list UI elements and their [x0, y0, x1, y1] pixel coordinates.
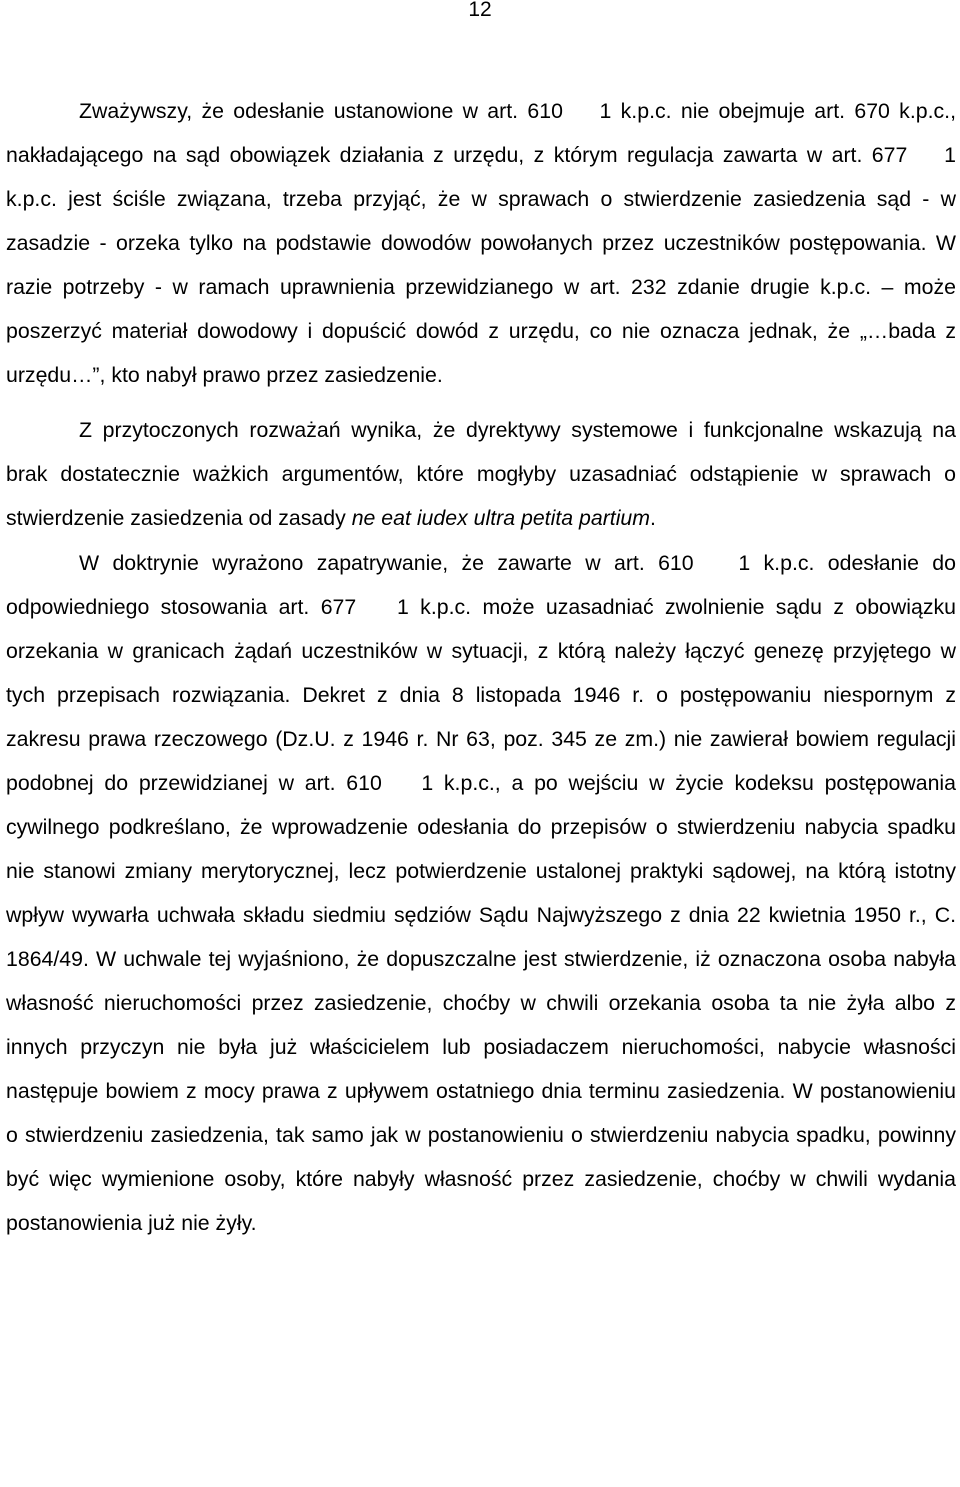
- paragraph-3-text-3: 1 k.p.c. może uzasadniać zwolnienie sądu z obowiązku orzekania w granicach żądań uczestników w sytuacji, z którą należy łączyć genezę przyjętego w tych przepisach rozwiązania. Dekret z dnia 8 listopada 1946 r. o postępowaniu niespornym z zakresu prawa rzeczowego (Dz.U. z 1946 r. Nr 63, poz. 345 ze zm.) nie zawierał bowiem regulacji podobnej do przewidzianej w art. 610: [6, 595, 956, 795]
- page-number: 12: [468, 0, 492, 21]
- paragraph-2-text-1: Z przytoczonych rozważań wynika, że dyrektywy systemowe i funkcjonalne wskazują na brak dostatecznie ważkich argumentów, które mogłyby uzasadniać odstąpienie w sprawach o stwierdzenie zasiedzenia od zasady: [6, 418, 956, 530]
- paragraph-3-text-1: W doktrynie wyrażono zapatrywanie, że zawarte w art. 610: [79, 551, 707, 575]
- latin-maxim: ne eat iudex ultra petita partium: [351, 506, 651, 530]
- paragraph-2: [6, 408, 956, 540]
- document-body: [6, 89, 956, 1256]
- paragraph-1-text-1: Zważywszy, że odesłanie ustanowione w art. 610: [79, 99, 573, 123]
- paragraph-3-text-4: 1 k.p.c., a po wejściu w życie kodeksu postępowania cywilnego podkreślano, że wprowadzenie odesłania do przepisów o stwierdzeniu nabycia spadku nie stanowi zmiany merytorycznej, lecz potwierdzenie ustalonej praktyki sądowej, na którą istotny wpływ wywarła uchwała składu siedmiu sędziów Sądu Najwyższego z dnia 22 kwietnia 1950 r., C. 1864/49. W uchwale tej wyjaśniono, że dopuszczalne jest stwierdzenie, iż oznaczona osoba nabyła własność nieruchomości przez zasiedzenie, choćby w chwili orzekania osoba ta nie żyła albo z innych przyczyn nie była już właścicielem lub posiadaczem nieruchomości, nabycie własności następuje bowiem z mocy prawa z upływem ostatniego dnia terminu zasiedzenia. W postanowieniu o stwierdzeniu zasiedzenia, tak samo jak w postanowieniu o stwierdzeniu nabycia spadku, powinny być więc wymienione osoby, które nabyły własność przez zasiedzenie, choćby w chwili wydania postanowienia już nie żyły.: [6, 771, 956, 1235]
- paragraph-1-text-2: 1 k.p.c. nie obejmuje art. 670 k.p.c., nakładającego na sąd obowiązek działania z urzędu, z którym regulacja zawarta w art. 677: [6, 99, 956, 167]
- paragraph-1-text-3: 1 k.p.c. jest ściśle związana, trzeba przyjąć, że w sprawach o stwierdzenie zasiedzenia sąd - w zasadzie - orzeka tylko na podstawie dowodów powołanych przez uczestników postępowania. W razie potrzeby - w ramach uprawnienia przewidzianego w art. 232 zdanie drugie k.p.c. – może poszerzyć materiał dowodowy i dopuścić dowód z urzędu, co nie oznacza jednak, że „…bada z urzędu…”, kto nabył prawo przez zasiedzenie.: [6, 143, 956, 387]
- paragraph-2-text-3: .: [650, 506, 656, 530]
- paragraph-3: [6, 541, 956, 1245]
- paragraph-1: [6, 89, 956, 397]
- paragraph-3-text-2: 1 k.p.c. odesłanie do odpowiedniego stosowania art. 677: [6, 551, 956, 619]
